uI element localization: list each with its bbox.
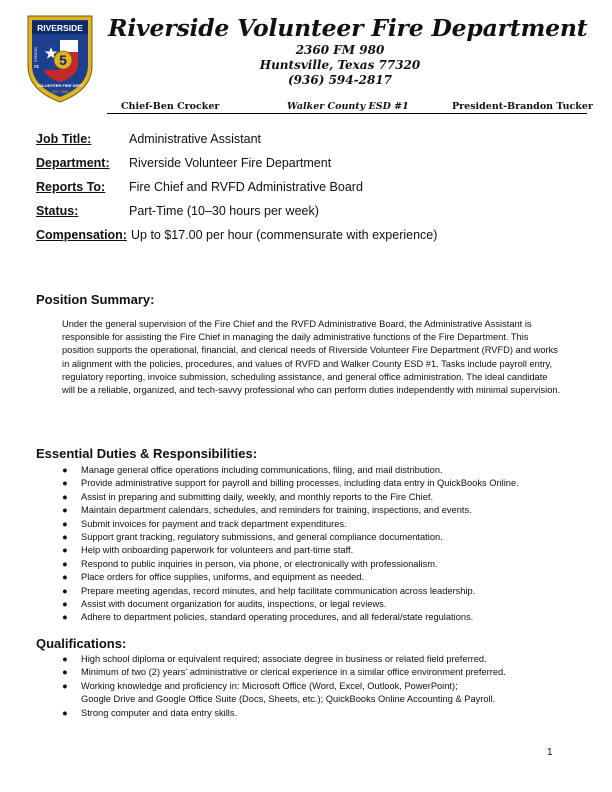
bullet-icon: ● (62, 707, 68, 718)
qualification-continuation: Google Drive and Google Office Suite (Docs, Sheets, etc.); QuickBooks Online Accounting & Payroll. (81, 694, 496, 705)
bullet-icon: ● (62, 654, 68, 664)
address-street: 2360 FM 980 (295, 43, 385, 57)
duties-list (62, 464, 582, 625)
bullet-icon: ● (62, 585, 68, 596)
qualifications-list (62, 653, 582, 720)
list-item (62, 666, 582, 679)
header-divider (107, 113, 587, 114)
bullet-icon: ● (62, 491, 68, 502)
status-label: Status: (36, 204, 79, 218)
list-item (62, 531, 582, 544)
position-summary-text: Under the general supervision of the Fire Chief and the RVFD Administrative Board, the Administrative Assistant is responsible for assisting the Fire Chief in managing the daily administrative functions of the Fire Department. This position supports the operational, financial, and clerical needs of Riverside Volunteer Fire Department (RVFD) and works in alignment with the policies, procedures, and values of RVFD and Walker County ESD #1. Tasks include payroll entry, regulatory reporting, invoice submission, scheduling assistance, and general office administration. The ideal candidate will be a reliable, organized, and tech-savvy professional who can perform duties independently with minimal supervision. (62, 319, 561, 396)
logo-bottom-text: VOLUNTEER FIRE DEPT (36, 83, 84, 88)
list-item (62, 707, 582, 720)
bullet-icon: ● (62, 518, 68, 529)
reports-to-label: Reports To: (36, 180, 106, 194)
page-number: 1 (547, 747, 553, 758)
bullet-icon: ● (62, 505, 68, 516)
list-item (62, 491, 582, 504)
compensation-label: Compensation: (36, 228, 127, 242)
organization-title: Riverside Volunteer Fire Department (108, 14, 588, 42)
logo-side-number: #1 (34, 64, 40, 69)
list-item (62, 504, 582, 517)
duty-text: Support grant tracking, regulatory submissions, and general compliance documentation. (81, 532, 443, 543)
logo-texas-flag-white (60, 40, 78, 52)
job-title-value: Administrative Assistant (129, 132, 261, 146)
duty-text: Place orders for office supplies, uniforms, and equipment as needed. (81, 572, 365, 583)
bullet-icon: ● (62, 532, 68, 543)
duty-text: Assist in preparing and submitting daily, weekly, and monthly reports to the Fire Chief. (81, 491, 434, 502)
duty-text: Assist with document organization for audits, inspections, or legal reviews. (81, 599, 387, 610)
reports-to-value: Fire Chief and RVFD Administrative Board (129, 180, 363, 194)
department-logo (22, 12, 98, 104)
bullet-icon: ● (62, 612, 68, 623)
list-item (62, 653, 582, 666)
duty-text: Adhere to department policies, standard operating procedures, and all federal/state regulations. (81, 612, 474, 623)
bullet-icon: ● (62, 465, 68, 475)
duty-text: Help with onboarding paperwork for volunteers and part-time staff. (81, 545, 354, 556)
bullet-icon: ● (62, 572, 68, 583)
phone-number: (936) 594-2817 (287, 73, 392, 87)
logo-number: 5 (59, 52, 67, 68)
list-item (62, 611, 582, 624)
list-item (62, 571, 582, 584)
duty-text: Manage general office operations including communications, filing, and mail distribution. (81, 465, 443, 475)
logo-side-left: STATION (34, 47, 38, 62)
compensation-value: Up to $17.00 per hour (commensurate with experience) (131, 228, 438, 242)
president-name: President-Brandon Tucker (452, 101, 593, 112)
list-item (62, 680, 582, 707)
bullet-icon: ● (62, 558, 68, 569)
list-item (62, 518, 582, 531)
qualification-text: Working knowledge and proficiency in: Microsoft Office (Word, Excel, Outlook, PowerPoint); (81, 680, 458, 691)
list-item (62, 598, 582, 611)
duty-text: Provide administrative support for payroll and billing processes, including data entry in QuickBooks Online. (81, 478, 519, 489)
list-item (62, 477, 582, 490)
logo-est-text: EST. 1989 (51, 90, 69, 94)
duty-text: Prepare meeting agendas, record minutes, and help facilitate communication across leadership. (81, 585, 476, 596)
department-value: Riverside Volunteer Fire Department (129, 156, 332, 170)
department-label: Department: (36, 156, 110, 170)
duties-heading: Essential Duties & Responsibilities: (36, 446, 258, 461)
list-item (62, 464, 582, 477)
list-item (62, 544, 582, 557)
qualification-text: Minimum of two (2) years' administrative or clerical experience in a similar office environment preferred. (81, 667, 506, 678)
logo-top-text: RIVERSIDE (37, 23, 83, 33)
qualification-text: Strong computer and data entry skills. (81, 707, 238, 718)
bullet-icon: ● (62, 545, 68, 556)
bullet-icon: ● (62, 680, 68, 691)
esd-name: Walker County ESD #1 (287, 101, 409, 112)
duty-text: Maintain department calendars, schedules, and reminders for training, inspections, and events. (81, 505, 472, 516)
position-summary-heading: Position Summary: (36, 292, 155, 307)
list-item (62, 558, 582, 571)
list-item (62, 585, 582, 598)
qualification-text: High school diploma or equivalent required; associate degree in business or related field preferred. (81, 654, 487, 664)
duty-text: Respond to public inquiries in person, via phone, or electronically with professionalism. (81, 558, 438, 569)
qualifications-heading: Qualifications: (36, 636, 127, 651)
chief-name: Chief-Ben Crocker (121, 101, 220, 112)
address-city: Huntsville, Texas 77320 (259, 58, 421, 72)
job-title-label: Job Title: (36, 132, 92, 146)
bullet-icon: ● (62, 667, 68, 678)
bullet-icon: ● (62, 599, 68, 610)
status-value: Part-Time (10–30 hours per week) (129, 204, 319, 218)
duty-text: Submit invoices for payment and track department expenditures. (81, 518, 347, 529)
bullet-icon: ● (62, 478, 68, 489)
